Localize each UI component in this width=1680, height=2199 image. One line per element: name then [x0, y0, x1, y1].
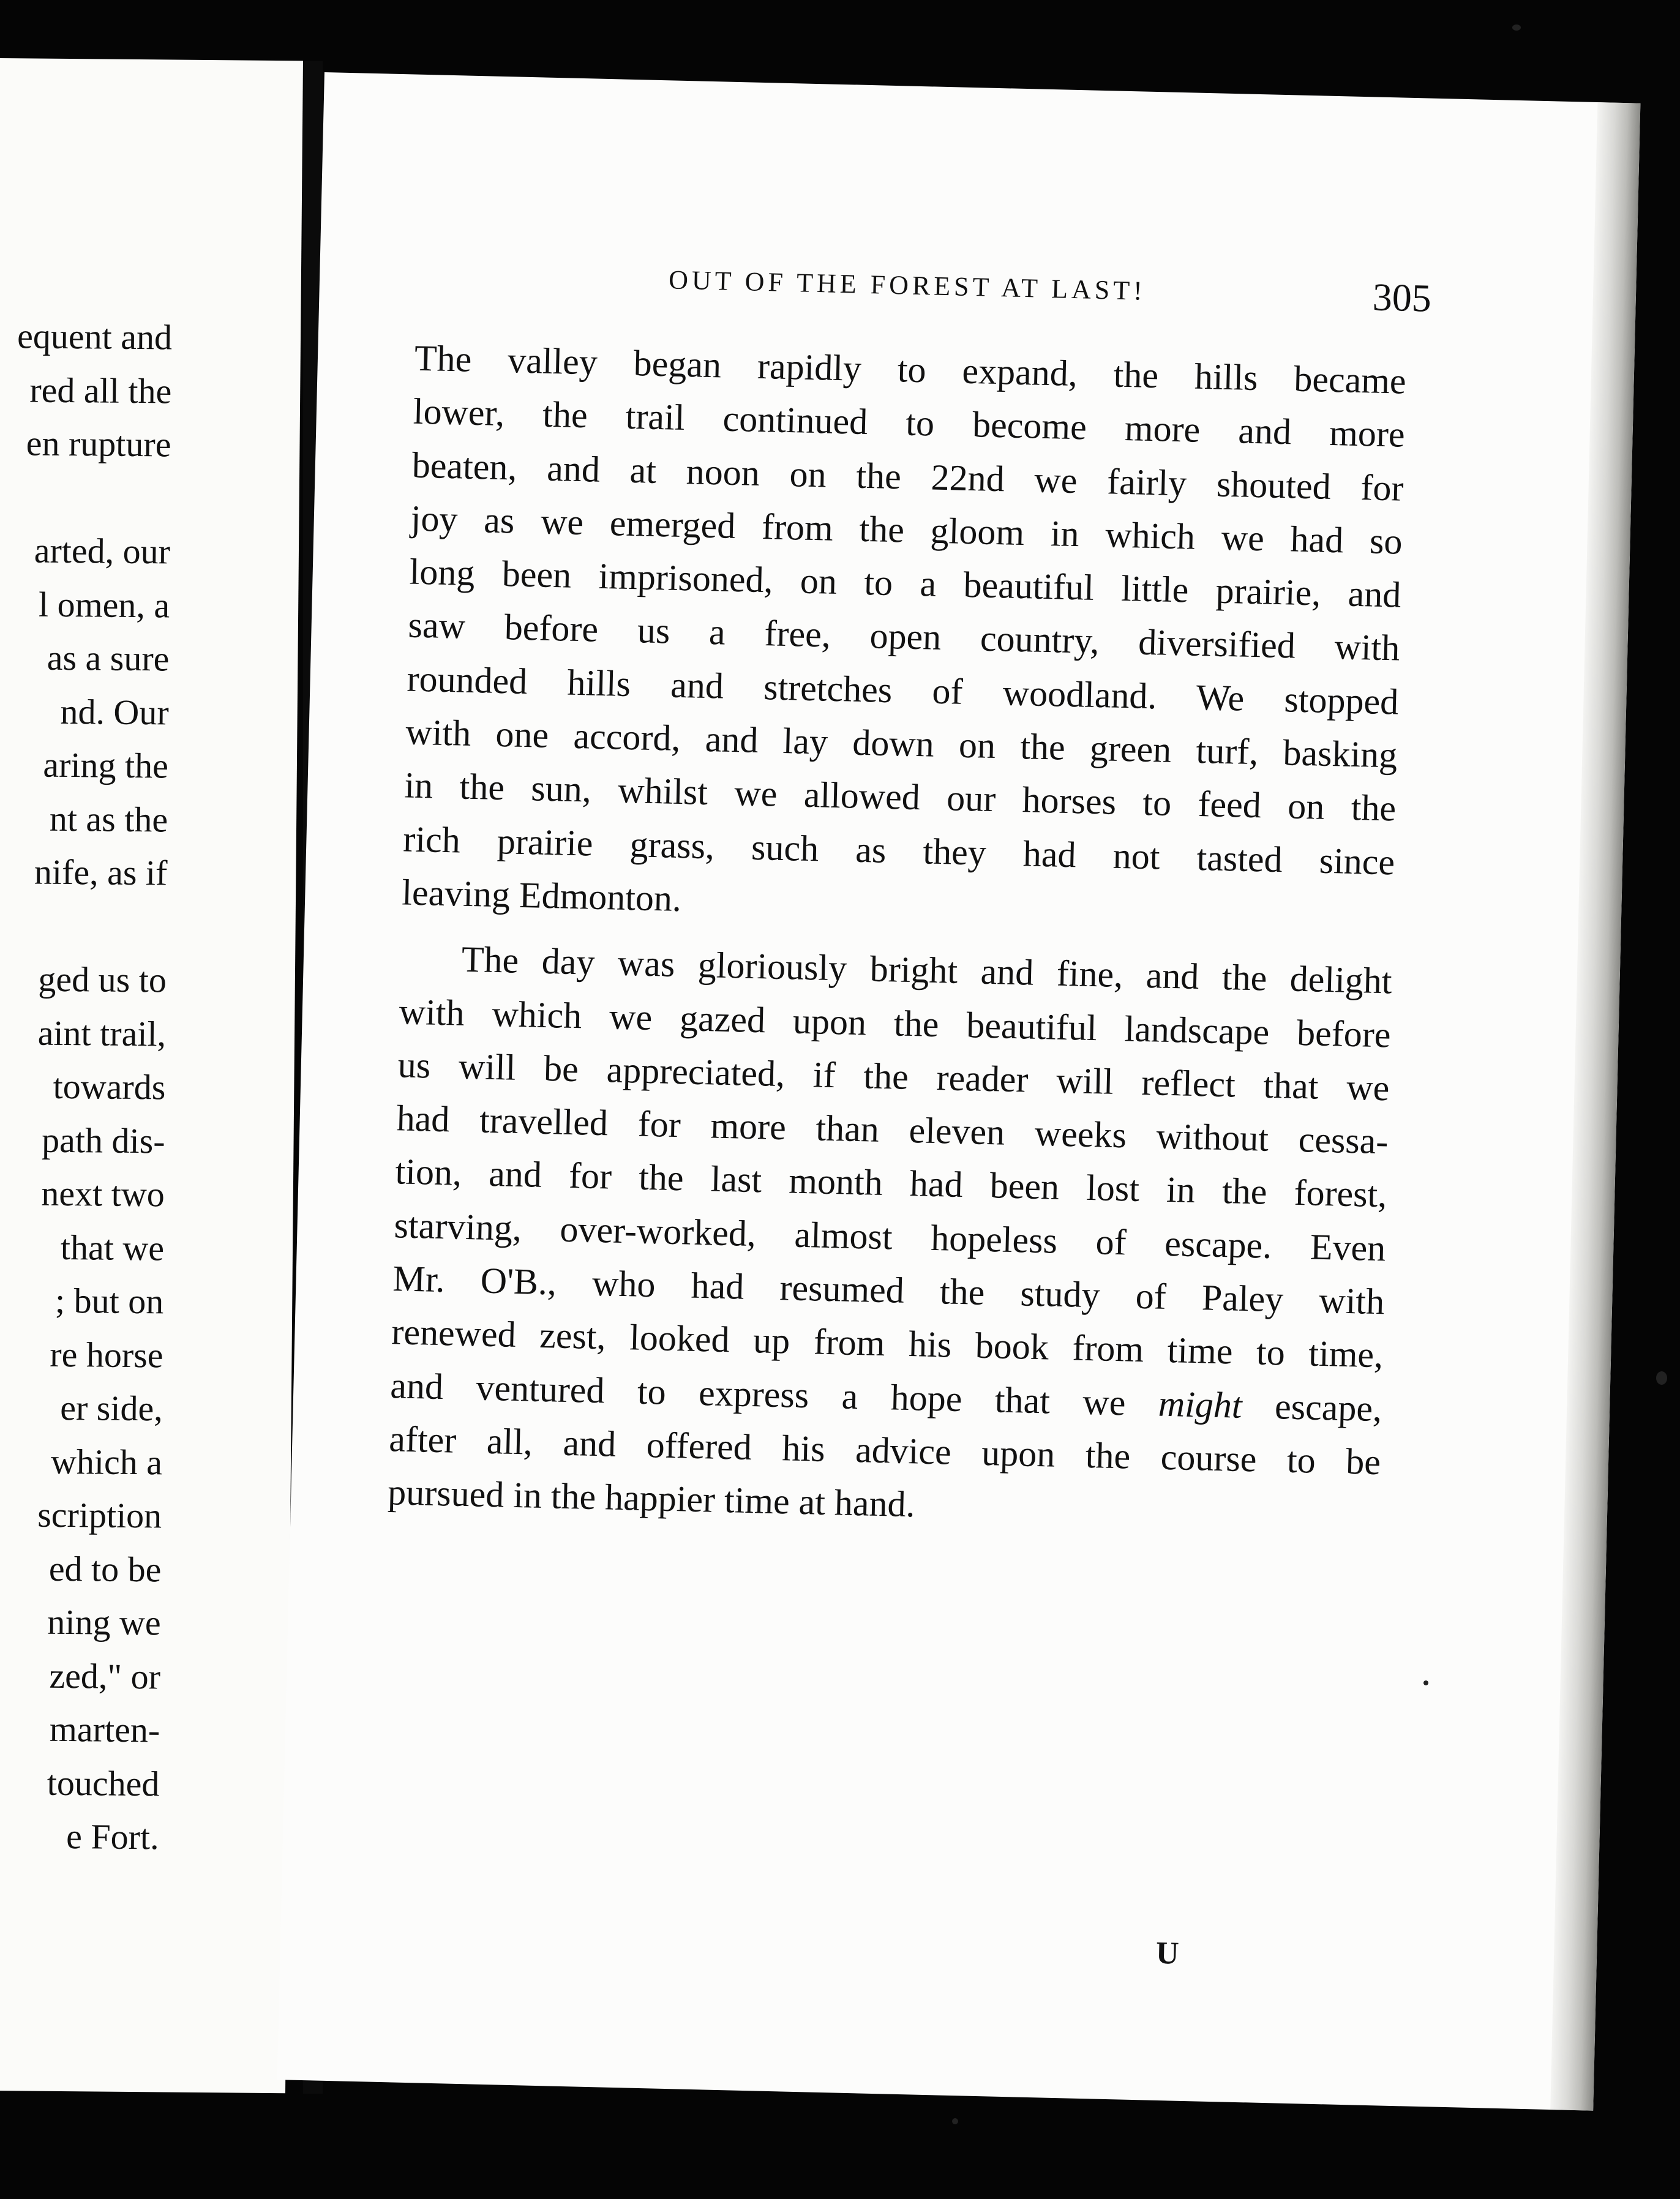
body-line: with which we gazed upon the beautiful landscape before	[399, 991, 1392, 1055]
body-line: lower, the trail continued to become more and more	[413, 391, 1406, 455]
left-page-line: touched	[47, 1763, 160, 1804]
left-page-line: that we	[60, 1227, 165, 1268]
left-page-line: which a	[50, 1441, 163, 1482]
page-number: 305	[1371, 275, 1432, 320]
page-edge	[1550, 102, 1640, 2111]
scan-speck	[952, 2118, 958, 2124]
body-line: with one accord, and lay down on the green turf, basking	[405, 711, 1398, 776]
body-line: saw before us a free, open country, diversified with	[407, 604, 1401, 669]
emphasis: might	[1158, 1383, 1243, 1426]
body-line: joy as we emerged from the gloom in which we had so	[410, 498, 1403, 562]
left-page-line: path dis-	[41, 1120, 165, 1161]
body-line: pursued in the happier time at hand.	[387, 1472, 916, 1525]
left-page-line: as a sure	[47, 637, 170, 679]
left-page-line: towards	[53, 1066, 166, 1107]
signature-mark: U	[1155, 1935, 1180, 1971]
left-page-line: er side,	[59, 1387, 163, 1429]
left-page-line: aint trail,	[37, 1013, 167, 1054]
left-page-line: ed to be	[48, 1548, 162, 1589]
body-line: Mr. O'B., who had resumed the study of Paley with	[392, 1258, 1385, 1322]
body-text	[387, 332, 1406, 1543]
running-head: OUT OF THE FOREST AT LAST!	[668, 264, 1147, 306]
body-line: had travelled for more than eleven weeks without cessa-	[396, 1098, 1389, 1162]
body-line: rounded hills and stretches of woodland. We stopped	[406, 658, 1400, 722]
scan-speck	[1423, 1680, 1428, 1685]
body-line: in the sun, whilst we allowed our horses to feed on the	[403, 765, 1397, 829]
left-page-line	[16, 470, 171, 525]
left-page-line: scription	[37, 1494, 162, 1536]
body-line: beaten, and at noon on the 22nd we fairly shouted for	[411, 444, 1404, 509]
left-page-line: e Fort.	[66, 1816, 159, 1857]
body-line: us will be appreciated, if the reader will reflect that we	[397, 1044, 1390, 1109]
left-page-line: marten-	[49, 1709, 160, 1750]
body-line: renewed zest, looked up from his book from time to time,	[391, 1311, 1384, 1376]
left-page-line: aring the	[43, 744, 169, 786]
left-page-line	[12, 899, 167, 954]
left-page-line: nt as the	[49, 798, 168, 839]
left-page-line: equent and	[17, 316, 173, 358]
left-page-line: ; but on	[54, 1280, 164, 1322]
left-page-line: red all the	[29, 369, 172, 411]
left-page-line: l omen, a	[38, 584, 170, 625]
body-line: rich prairie grass, such as they had not tasted since	[402, 819, 1395, 883]
left-page-line: next two	[41, 1173, 165, 1215]
left-page-line: ged us to	[38, 959, 167, 1000]
left-page-line: arted, our	[34, 530, 171, 572]
body-line: and ventured to express a hope that we might escape,	[389, 1365, 1382, 1429]
left-page-line: nd. Our	[60, 691, 169, 732]
body-line: tion, and for the last month had been lost in the forest,	[394, 1151, 1388, 1215]
body-line: The valley began rapidly to expand, the hills became	[414, 337, 1407, 402]
body-line: The day was gloriously bright and fine, and the delight	[461, 938, 1393, 1002]
scan-speck	[1656, 1371, 1667, 1385]
right-page	[277, 72, 1641, 2111]
body-line: leaving Edmonton.	[401, 872, 682, 920]
left-page-text	[4, 309, 172, 1864]
left-page-line: zed," or	[49, 1655, 161, 1696]
body-line: after all, and offered his advice upon the course to be	[388, 1418, 1381, 1483]
left-page-line: re horse	[50, 1334, 163, 1375]
left-page-line: nife, as if	[34, 852, 168, 893]
left-page-line: en rupture	[26, 423, 171, 465]
body-line: long been imprisoned, on to a beautiful little prairie, and	[409, 551, 1402, 615]
scan-speck	[1512, 24, 1521, 31]
body-line: starving, over-worked, almost hopeless of escape. Even	[393, 1204, 1386, 1269]
left-page	[0, 58, 303, 2093]
left-page-line: ning we	[47, 1601, 161, 1643]
